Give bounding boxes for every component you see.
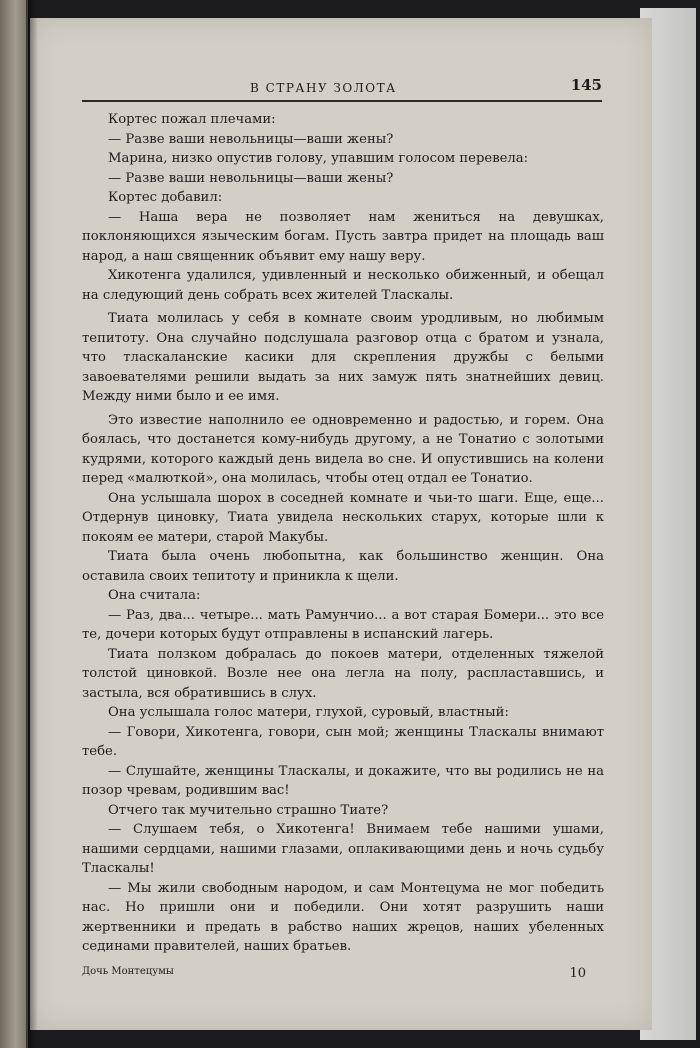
page-number: 145 — [570, 76, 602, 94]
running-title: В СТРАНУ ЗОЛОТА — [250, 81, 397, 95]
book-page — [30, 18, 652, 1030]
paragraph: — Говори, Хикотенга, говори, сын мой; женщины Тласкалы внимают тебе. — [82, 724, 604, 759]
paragraph: Кортес добавил: — [108, 190, 223, 205]
paragraph: — Раз, два... четыре... мать Рамунчио... а вот старая Бомери... это все те, дочери которых будут отправлены в испанский лагерь. — [82, 607, 604, 642]
running-header — [82, 78, 602, 102]
paragraph: Тиата была очень любопытна, как большинство женщин. Она оставила своих тепитоту и приникла к щели. — [82, 549, 604, 584]
paragraph: Она услышала шорох в соседней комнате и чьи-то шаги. Еще, еще... Отдернув циновку, Тиата увидела нескольких старух, которые шли к покоям ее матери, старой Макубы. — [82, 490, 604, 545]
paragraph: Она считала: — [108, 588, 201, 603]
paragraph: — Наша вера не позволяет нам жениться на девушках, поклоняющихся языческим богам. Пусть завтра придет на площадь ваш народ, а наш священник объявит ему нашу веру. — [82, 209, 604, 264]
paragraph: Кортес пожал плечами: — [108, 112, 276, 127]
paragraph: Хикотенга удалился, удивленный и несколько обиженный, и обещал на следующий день собрать всех жителей Тласкалы. — [82, 268, 604, 303]
paragraph: — Разве ваши невольницы—ваши жены? — [108, 170, 394, 186]
paragraph: Марина, низко опустив голову, упавшим голосом перевела: — [108, 151, 529, 166]
paragraph: Тиата ползком добралась до покоев матери, отделенных тяжелой толстой циновкой. Возле нее она легла на полу, распластавшись, и застыла, вся обратившись в слух. — [82, 646, 604, 701]
spine-shadow — [26, 0, 38, 1048]
left-page-edge — [0, 0, 28, 1048]
paragraph: — Разве ваши невольницы—ваши жены? — [108, 131, 394, 147]
paragraph: — Мы жили свободным народом, и сам Монтецума не мог победить нас. Но пришли они и победили. Они хотят разрушить наши жертвенники и предать в рабство наших жрецов, наших убеленных сединами правителей, наших братьев. — [82, 880, 604, 954]
page-body — [82, 110, 604, 957]
paragraph: Это известие наполнило ее одновременно и радостью, и горем. Она боялась, что достанется кому-нибудь другому, а не Тонатио с золотыми кудрями, которого каждый день видела во сне. И опустившись на колени перед «малюткой», она молилась, чтобы отец отдал ее Тонатио. — [82, 412, 604, 486]
paragraph: Отчего так мучительно страшно Тиате? — [108, 802, 389, 818]
paragraph: Она услышала голос матери, глухой, суровый, властный: — [108, 705, 509, 720]
paragraph: Тиата молилась у себя в комнате своим уродливым, но любимым тепитоту. Она случайно подслушала разговор отца с братом и узнала, что тласкаланские касики для скрепления дружбы с белыми завоевателями решили выдать за них замуж пять знатнейших девиц. Между ними было и ее имя. — [82, 311, 604, 404]
paragraph: — Слушайте, женщины Тласкалы, и докажите, что вы родились не на позор чревам, родившим вас! — [82, 763, 604, 798]
page-footer — [82, 966, 604, 986]
printer-signature: Дочь Монтецумы — [82, 966, 174, 977]
sheet-number: 10 — [569, 966, 586, 981]
paragraph: — Слушаем тебя, о Хикотенга! Внимаем тебе нашими ушами, нашими сердцами, нашими глазами, оплакивающими день и ночь судьбу Тласкалы! — [82, 822, 604, 876]
